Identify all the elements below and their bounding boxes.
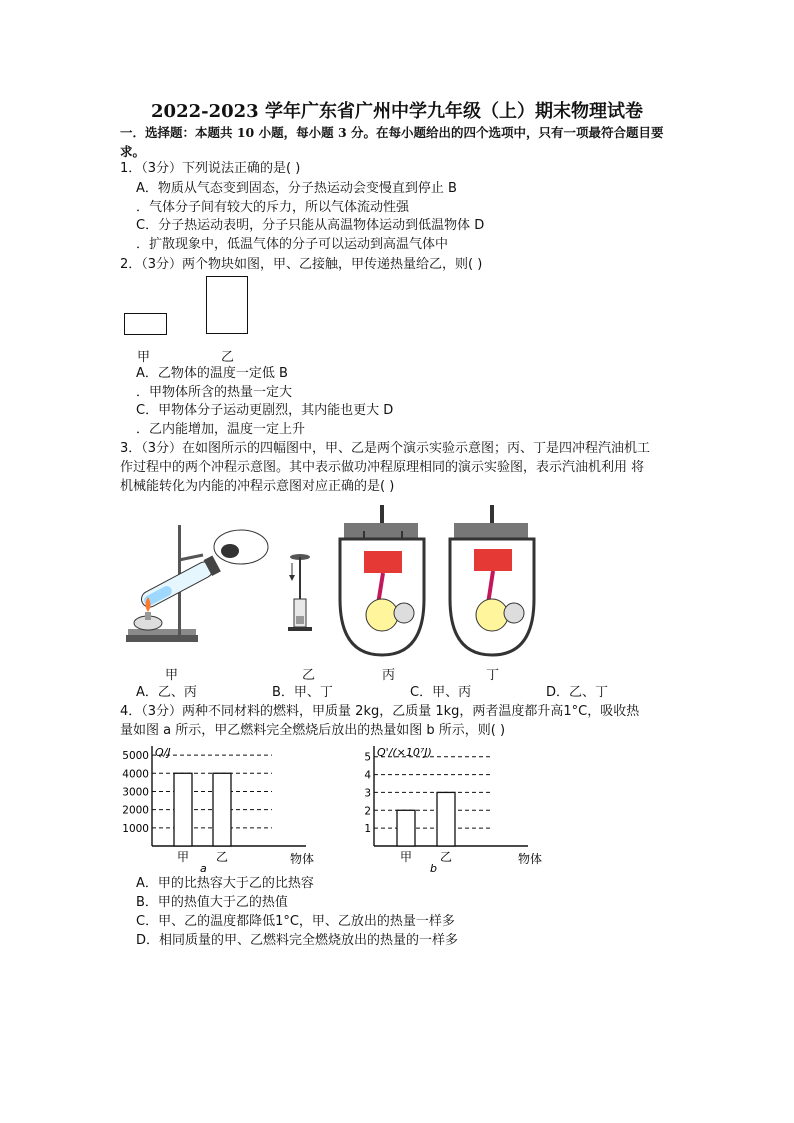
bar-jia bbox=[397, 810, 415, 846]
bar-jia bbox=[174, 773, 192, 846]
q1-line: ．扩散现象中，低温气体的分子可以运动到高温气体中 bbox=[136, 237, 449, 252]
q4-stem-line: 4．（3分）两种不同材料的燃料，甲质量 2kg，乙质量 1kg，两者温度都升高1°C，吸收热 bbox=[120, 704, 640, 719]
chart-a-xlabel: 物体 bbox=[290, 852, 315, 866]
x-tick-label: 甲 bbox=[399, 850, 413, 864]
y-tick-label: 3000 bbox=[122, 786, 149, 799]
y-tick-label: 1000 bbox=[122, 822, 149, 835]
q4-option-a: A．甲的比热容大于乙的比热容 bbox=[136, 876, 314, 891]
q3-option-d: D．乙、丁 bbox=[546, 685, 609, 700]
figure-ding-engine bbox=[450, 505, 534, 655]
q4-stem-line: 量如图 a 所示，甲乙燃料完全燃烧后放出的热量如图 b 所示，则( ) bbox=[120, 723, 506, 738]
q1-line: ．气体分子间有较大的斥力，所以气体流动性强 bbox=[136, 200, 410, 215]
q3-stem-line: 作过程中的两个冲程示意图。其中表示做功冲程原理相同的演示实验图，表示汽油机利用 将 bbox=[120, 460, 645, 475]
chart-b-ylabel: Q'/(×10⁷J) bbox=[377, 746, 432, 759]
label-yi: 乙 bbox=[221, 350, 235, 365]
q1-line: A．物质从气态变到固态，分子热运动会变慢直到停止 B bbox=[136, 181, 457, 196]
chart-a-caption: a bbox=[200, 862, 207, 872]
q4-option-c: C．甲、乙的温度都降低1°C，甲、乙放出的热量一样多 bbox=[136, 914, 455, 929]
y-tick-label: 5000 bbox=[122, 750, 149, 763]
label-jia: 甲 bbox=[137, 350, 151, 365]
y-tick-label: 1 bbox=[364, 823, 371, 836]
figure-jia-apparatus bbox=[126, 525, 268, 642]
y-tick-label: 4000 bbox=[122, 768, 149, 781]
q2-line: C．甲物体分子运动更剧烈，其内能也更大 D bbox=[136, 403, 394, 418]
block-yi bbox=[206, 276, 248, 334]
x-tick-label: 乙 bbox=[215, 850, 229, 864]
q4-option-d: D．相同质量的甲、乙燃料完全燃烧放出的热量的一样多 bbox=[136, 933, 459, 948]
q3-stem-line: 机械能转化为内能的冲程示意图对应正确的是( ) bbox=[120, 479, 395, 494]
y-tick-label: 2000 bbox=[122, 804, 149, 817]
figure-label-bing: 丙 bbox=[382, 668, 396, 683]
figure-label-jia: 甲 bbox=[165, 668, 179, 683]
bar-yi bbox=[437, 792, 455, 846]
chart-a-ylabel: Q/J bbox=[155, 746, 171, 759]
block-jia bbox=[124, 313, 167, 335]
q1-stem: 1．（3分）下列说法正确的是( ) bbox=[120, 161, 301, 176]
q3-stem-line: 3．（3分）在如图所示的四幅图中，甲、乙是两个演示实验示意图；丙、丁是四冲程汽油机工 bbox=[120, 441, 651, 456]
y-tick-label: 5 bbox=[364, 751, 371, 764]
q3-figures bbox=[118, 495, 538, 665]
chart-b-xlabel: 物体 bbox=[518, 852, 543, 866]
q3-option-b: B．甲、丁 bbox=[272, 685, 333, 700]
figure-label-ding: 丁 bbox=[486, 668, 500, 683]
x-tick-label: 乙 bbox=[439, 850, 453, 864]
figure-label-yi: 乙 bbox=[302, 668, 316, 683]
y-tick-label: 2 bbox=[364, 805, 371, 818]
q4-option-b: B．甲的热值大于乙的热值 bbox=[136, 895, 288, 910]
q3-option-c: C．甲、丙 bbox=[410, 685, 472, 700]
q2-line: A．乙物体的温度一定低 B bbox=[136, 366, 288, 381]
q2-line: ．甲物体所含的热量一定大 bbox=[136, 385, 293, 400]
q1-line: C．分子热运动表明，分子只能从高温物体运动到低温物体 D bbox=[136, 218, 485, 233]
q3-option-a: A．乙、丙 bbox=[136, 685, 197, 700]
y-tick-label: 3 bbox=[364, 787, 371, 800]
q2-stem: 2．（3分）两个物块如图，甲、乙接触，甲传递热量给乙，则( ) bbox=[120, 257, 483, 272]
figure-yi-apparatus bbox=[288, 554, 312, 631]
x-tick-label: 甲 bbox=[176, 850, 190, 864]
q2-line: ．乙内能增加，温度一定上升 bbox=[136, 422, 306, 437]
chart-b-caption: b bbox=[430, 862, 437, 872]
page-title: 2022-2023 学年广东省广州中学九年级（上）期末物理试卷 bbox=[151, 101, 643, 122]
chart-a bbox=[118, 742, 328, 872]
figure-bing-engine bbox=[340, 505, 424, 655]
bar-yi bbox=[213, 773, 231, 846]
section-header: 一．选择题：本题共 10 小题，每小题 3 分。在每小题给出的四个选项中，只有一项最符合题目要求。 bbox=[120, 125, 664, 159]
y-tick-label: 4 bbox=[364, 769, 371, 782]
chart-b bbox=[360, 742, 560, 872]
